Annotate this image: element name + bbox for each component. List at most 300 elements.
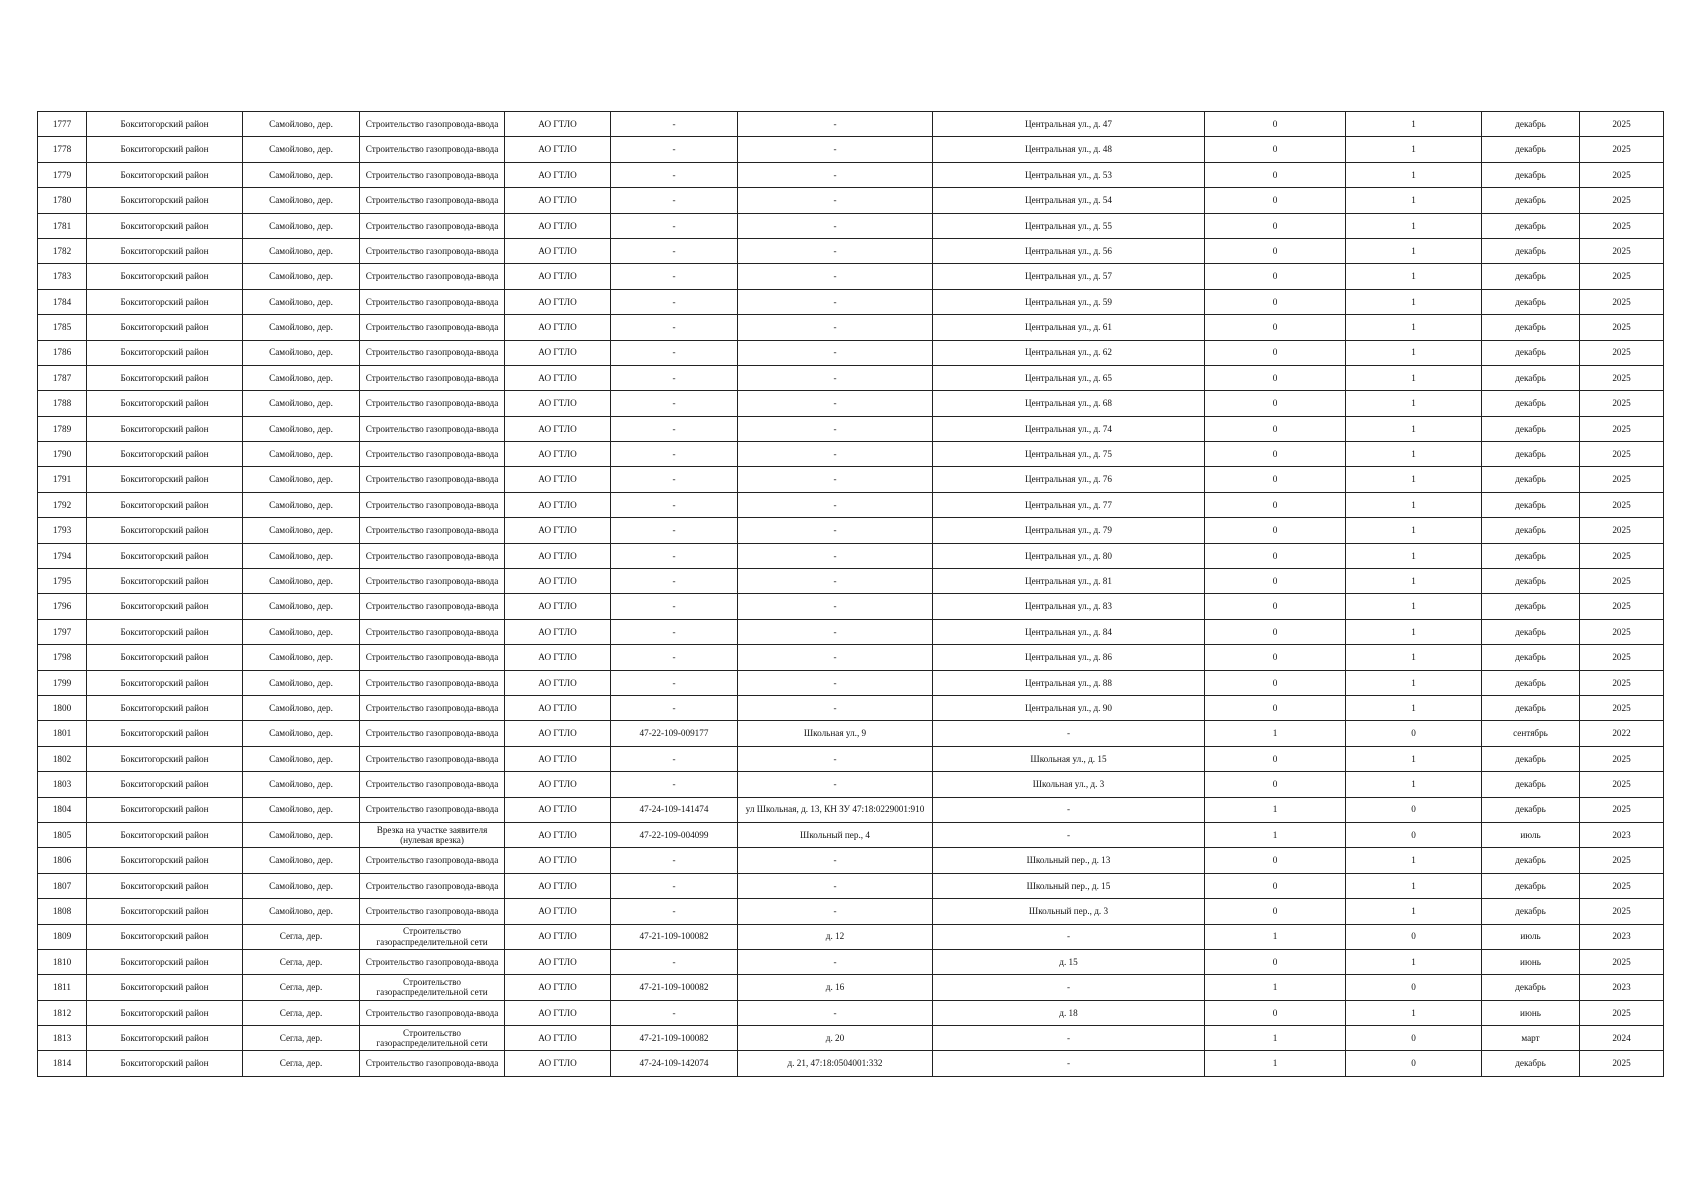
month-cell: декабрь [1482,315,1580,340]
district-cell: Бокситогорский район [87,264,243,289]
object-address-cell: Центральная ул., д. 76 [933,467,1205,492]
count-a-cell: 0 [1205,112,1346,137]
organization-cell: АО ГТЛО [505,467,611,492]
count-b-cell: 1 [1346,365,1482,390]
count-b-cell: 1 [1346,442,1482,467]
year-cell: 2025 [1580,340,1664,365]
object-address-cell: Центральная ул., д. 75 [933,442,1205,467]
row-number-cell: 1808 [38,899,87,924]
count-a-cell: 0 [1205,619,1346,644]
work-type-cell: Строительство газопровода-ввода [360,746,505,771]
row-number-cell: 1804 [38,797,87,822]
month-cell: июль [1482,822,1580,847]
organization-cell: АО ГТЛО [505,137,611,162]
table-row [38,848,1664,873]
contract-address-cell: - [738,137,933,162]
district-cell: Бокситогорский район [87,1000,243,1025]
row-number-cell: 1783 [38,264,87,289]
work-type-cell: Строительство газопровода-ввода [360,492,505,517]
row-number-cell: 1797 [38,619,87,644]
contract-address-cell: Школьный пер., 4 [738,822,933,847]
year-cell: 2025 [1580,238,1664,263]
year-cell: 2025 [1580,899,1664,924]
count-b-cell: 1 [1346,873,1482,898]
contract-number-cell: 47-22-109-004099 [611,822,738,847]
object-address-cell: Центральная ул., д. 77 [933,492,1205,517]
table-row [38,518,1664,543]
year-cell: 2023 [1580,975,1664,1000]
row-number-cell: 1814 [38,1051,87,1076]
table-row [38,1051,1664,1076]
count-b-cell: 1 [1346,518,1482,543]
count-a-cell: 1 [1205,975,1346,1000]
month-cell: декабрь [1482,543,1580,568]
month-cell: декабрь [1482,416,1580,441]
table-row [38,442,1664,467]
table-row [38,416,1664,441]
count-b-cell: 1 [1346,188,1482,213]
year-cell: 2025 [1580,619,1664,644]
count-a-cell: 0 [1205,670,1346,695]
contract-number-cell: - [611,416,738,441]
year-cell: 2025 [1580,365,1664,390]
object-address-cell: Центральная ул., д. 62 [933,340,1205,365]
count-b-cell: 1 [1346,543,1482,568]
object-address-cell: Центральная ул., д. 65 [933,365,1205,390]
row-number-cell: 1787 [38,365,87,390]
count-b-cell: 1 [1346,695,1482,720]
district-cell: Бокситогорский район [87,365,243,390]
month-cell: декабрь [1482,112,1580,137]
settlement-cell: Самойлово, дер. [243,746,360,771]
year-cell: 2025 [1580,1051,1664,1076]
table-row [38,822,1664,847]
count-a-cell: 0 [1205,594,1346,619]
contract-address-cell: - [738,289,933,314]
contract-number-cell: - [611,442,738,467]
district-cell: Бокситогорский район [87,772,243,797]
month-cell: декабрь [1482,975,1580,1000]
object-address-cell: Центральная ул., д. 53 [933,162,1205,187]
contract-address-cell: д. 16 [738,975,933,1000]
contract-number-cell: 47-21-109-100082 [611,924,738,949]
settlement-cell: Сегла, дер. [243,924,360,949]
settlement-cell: Самойлово, дер. [243,492,360,517]
count-b-cell: 1 [1346,594,1482,619]
object-address-cell: Центральная ул., д. 90 [933,695,1205,720]
settlement-cell: Самойлово, дер. [243,213,360,238]
year-cell: 2025 [1580,797,1664,822]
contract-address-cell: Школьная ул., 9 [738,721,933,746]
district-cell: Бокситогорский район [87,391,243,416]
table-row [38,797,1664,822]
row-number-cell: 1807 [38,873,87,898]
count-a-cell: 1 [1205,924,1346,949]
work-type-cell: Строительство газопровода-ввода [360,289,505,314]
object-address-cell: Центральная ул., д. 61 [933,315,1205,340]
settlement-cell: Самойлово, дер. [243,645,360,670]
count-a-cell: 0 [1205,543,1346,568]
contract-address-cell: - [738,492,933,517]
settlement-cell: Самойлово, дер. [243,289,360,314]
count-b-cell: 0 [1346,1051,1482,1076]
count-b-cell: 1 [1346,315,1482,340]
district-cell: Бокситогорский район [87,112,243,137]
work-type-cell: Строительство газопровода-ввода [360,1000,505,1025]
settlement-cell: Сегла, дер. [243,949,360,974]
work-type-cell: Строительство газопровода-ввода [360,848,505,873]
count-a-cell: 0 [1205,137,1346,162]
work-type-cell: Строительство газопровода-ввода [360,569,505,594]
settlement-cell: Самойлово, дер. [243,594,360,619]
table-row [38,1026,1664,1051]
district-cell: Бокситогорский район [87,873,243,898]
work-type-cell: Строительство газопровода-ввода [360,315,505,340]
row-number-cell: 1813 [38,1026,87,1051]
contract-address-cell: - [738,518,933,543]
settlement-cell: Самойлово, дер. [243,137,360,162]
year-cell: 2025 [1580,543,1664,568]
district-cell: Бокситогорский район [87,188,243,213]
contract-number-cell: 47-24-109-141474 [611,797,738,822]
month-cell: декабрь [1482,619,1580,644]
work-type-cell: Строительство газопровода-ввода [360,162,505,187]
row-number-cell: 1788 [38,391,87,416]
contract-address-cell: - [738,543,933,568]
contract-number-cell: 47-21-109-100082 [611,1026,738,1051]
district-cell: Бокситогорский район [87,721,243,746]
object-address-cell: Школьный пер., д. 13 [933,848,1205,873]
month-cell: декабрь [1482,569,1580,594]
settlement-cell: Самойлово, дер. [243,112,360,137]
object-address-cell: Центральная ул., д. 47 [933,112,1205,137]
settlement-cell: Сегла, дер. [243,1051,360,1076]
work-type-cell: Строительство газопровода-ввода [360,416,505,441]
count-b-cell: 0 [1346,797,1482,822]
row-number-cell: 1778 [38,137,87,162]
contract-number-cell: - [611,848,738,873]
month-cell: декабрь [1482,492,1580,517]
contract-number-cell: - [611,594,738,619]
settlement-cell: Самойлово, дер. [243,162,360,187]
count-b-cell: 1 [1346,645,1482,670]
object-address-cell: - [933,975,1205,1000]
settlement-cell: Сегла, дер. [243,1000,360,1025]
work-type-cell: Строительство газопровода-ввода [360,213,505,238]
row-number-cell: 1801 [38,721,87,746]
object-address-cell: Центральная ул., д. 88 [933,670,1205,695]
organization-cell: АО ГТЛО [505,442,611,467]
count-a-cell: 0 [1205,416,1346,441]
contract-number-cell: - [611,315,738,340]
count-a-cell: 0 [1205,569,1346,594]
count-b-cell: 1 [1346,162,1482,187]
month-cell: декабрь [1482,188,1580,213]
contract-address-cell: - [738,238,933,263]
month-cell: декабрь [1482,746,1580,771]
table-row [38,492,1664,517]
year-cell: 2025 [1580,1000,1664,1025]
count-b-cell: 1 [1346,1000,1482,1025]
year-cell: 2025 [1580,188,1664,213]
contract-number-cell: - [611,340,738,365]
count-b-cell: 1 [1346,112,1482,137]
district-cell: Бокситогорский район [87,619,243,644]
contract-address-cell: - [738,746,933,771]
work-type-cell: Строительство газопровода-ввода [360,721,505,746]
organization-cell: АО ГТЛО [505,670,611,695]
contract-number-cell: - [611,391,738,416]
count-a-cell: 0 [1205,467,1346,492]
count-b-cell: 0 [1346,822,1482,847]
district-cell: Бокситогорский район [87,289,243,314]
contract-number-cell: - [611,645,738,670]
contract-address-cell: - [738,873,933,898]
district-cell: Бокситогорский район [87,137,243,162]
count-b-cell: 1 [1346,848,1482,873]
work-type-cell: Строительство газопровода-ввода [360,797,505,822]
table-row [38,899,1664,924]
object-address-cell: - [933,1026,1205,1051]
table-row [38,162,1664,187]
work-type-cell: Строительство газопровода-ввода [360,365,505,390]
table-row [38,543,1664,568]
count-a-cell: 0 [1205,162,1346,187]
district-cell: Бокситогорский район [87,238,243,263]
contract-number-cell: - [611,772,738,797]
work-type-cell: Врезка на участке заявителя (нулевая врезка) [360,822,505,847]
organization-cell: АО ГТЛО [505,213,611,238]
object-address-cell: д. 18 [933,1000,1205,1025]
organization-cell: АО ГТЛО [505,238,611,263]
settlement-cell: Самойлово, дер. [243,797,360,822]
month-cell: декабрь [1482,797,1580,822]
month-cell: июнь [1482,1000,1580,1025]
district-cell: Бокситогорский район [87,899,243,924]
organization-cell: АО ГТЛО [505,721,611,746]
district-cell: Бокситогорский район [87,315,243,340]
month-cell: декабрь [1482,442,1580,467]
row-number-cell: 1789 [38,416,87,441]
table-row [38,264,1664,289]
count-b-cell: 1 [1346,569,1482,594]
district-cell: Бокситогорский район [87,1026,243,1051]
organization-cell: АО ГТЛО [505,543,611,568]
contract-address-cell: д. 21, 47:18:0504001:332 [738,1051,933,1076]
work-type-cell: Строительство газопровода-ввода [360,594,505,619]
row-number-cell: 1785 [38,315,87,340]
district-cell: Бокситогорский район [87,670,243,695]
month-cell: март [1482,1026,1580,1051]
settlement-cell: Самойлово, дер. [243,391,360,416]
year-cell: 2022 [1580,721,1664,746]
object-address-cell: Центральная ул., д. 48 [933,137,1205,162]
organization-cell: АО ГТЛО [505,162,611,187]
year-cell: 2025 [1580,569,1664,594]
contract-address-cell: - [738,264,933,289]
settlement-cell: Самойлово, дер. [243,569,360,594]
district-cell: Бокситогорский район [87,949,243,974]
organization-cell: АО ГТЛО [505,772,611,797]
count-b-cell: 1 [1346,746,1482,771]
row-number-cell: 1809 [38,924,87,949]
district-cell: Бокситогорский район [87,594,243,619]
table-row [38,772,1664,797]
contract-address-cell: - [738,112,933,137]
contract-address-cell: - [738,772,933,797]
year-cell: 2025 [1580,670,1664,695]
row-number-cell: 1798 [38,645,87,670]
month-cell: декабрь [1482,467,1580,492]
object-address-cell: д. 15 [933,949,1205,974]
district-cell: Бокситогорский район [87,467,243,492]
organization-cell: АО ГТЛО [505,315,611,340]
year-cell: 2025 [1580,695,1664,720]
contract-address-cell: - [738,619,933,644]
district-cell: Бокситогорский район [87,797,243,822]
organization-cell: АО ГТЛО [505,797,611,822]
work-type-cell: Строительство газопровода-ввода [360,518,505,543]
year-cell: 2025 [1580,746,1664,771]
organization-cell: АО ГТЛО [505,924,611,949]
month-cell: декабрь [1482,137,1580,162]
row-number-cell: 1791 [38,467,87,492]
organization-cell: АО ГТЛО [505,949,611,974]
object-address-cell: Центральная ул., д. 84 [933,619,1205,644]
contract-number-cell: - [611,670,738,695]
count-b-cell: 1 [1346,670,1482,695]
year-cell: 2025 [1580,518,1664,543]
work-type-cell: Строительство газопровода-ввода [360,264,505,289]
year-cell: 2025 [1580,264,1664,289]
contract-number-cell: - [611,137,738,162]
table-row [38,340,1664,365]
year-cell: 2025 [1580,772,1664,797]
count-a-cell: 0 [1205,873,1346,898]
year-cell: 2025 [1580,289,1664,314]
contract-address-cell: - [738,467,933,492]
count-b-cell: 1 [1346,492,1482,517]
organization-cell: АО ГТЛО [505,264,611,289]
row-number-cell: 1782 [38,238,87,263]
count-b-cell: 0 [1346,1026,1482,1051]
contract-address-cell: - [738,695,933,720]
count-b-cell: 1 [1346,416,1482,441]
object-address-cell: Школьный пер., д. 15 [933,873,1205,898]
work-type-cell: Строительство газопровода-ввода [360,772,505,797]
table-row [38,721,1664,746]
settlement-cell: Самойлово, дер. [243,238,360,263]
row-number-cell: 1805 [38,822,87,847]
row-number-cell: 1777 [38,112,87,137]
row-number-cell: 1806 [38,848,87,873]
count-a-cell: 0 [1205,365,1346,390]
contract-number-cell: - [611,112,738,137]
contract-address-cell: ул Школьная, д. 13, КН ЗУ 47:18:0229001:910 [738,797,933,822]
district-cell: Бокситогорский район [87,822,243,847]
contract-number-cell: - [611,467,738,492]
year-cell: 2025 [1580,315,1664,340]
object-address-cell: Центральная ул., д. 57 [933,264,1205,289]
settlement-cell: Самойлово, дер. [243,848,360,873]
district-cell: Бокситогорский район [87,518,243,543]
month-cell: декабрь [1482,213,1580,238]
settlement-cell: Самойлово, дер. [243,822,360,847]
row-number-cell: 1800 [38,695,87,720]
district-cell: Бокситогорский район [87,924,243,949]
count-a-cell: 1 [1205,822,1346,847]
object-address-cell: - [933,924,1205,949]
count-b-cell: 1 [1346,772,1482,797]
contract-number-cell: - [611,1000,738,1025]
settlement-cell: Самойлово, дер. [243,340,360,365]
contract-address-cell: - [738,569,933,594]
organization-cell: АО ГТЛО [505,112,611,137]
row-number-cell: 1795 [38,569,87,594]
year-cell: 2025 [1580,645,1664,670]
row-number-cell: 1794 [38,543,87,568]
count-a-cell: 0 [1205,518,1346,543]
month-cell: декабрь [1482,670,1580,695]
work-type-cell: Строительство газопровода-ввода [360,543,505,568]
contract-number-cell: - [611,162,738,187]
work-type-cell: Строительство газопровода-ввода [360,112,505,137]
count-a-cell: 0 [1205,492,1346,517]
contract-number-cell: - [611,264,738,289]
row-number-cell: 1781 [38,213,87,238]
month-cell: декабрь [1482,594,1580,619]
object-address-cell: - [933,1051,1205,1076]
row-number-cell: 1799 [38,670,87,695]
organization-cell: АО ГТЛО [505,746,611,771]
contract-address-cell: - [738,848,933,873]
work-type-cell: Строительство газопровода-ввода [360,1051,505,1076]
year-cell: 2025 [1580,213,1664,238]
table-row [38,594,1664,619]
object-address-cell: Центральная ул., д. 79 [933,518,1205,543]
month-cell: декабрь [1482,365,1580,390]
settlement-cell: Самойлово, дер. [243,315,360,340]
count-a-cell: 0 [1205,340,1346,365]
month-cell: декабрь [1482,238,1580,263]
object-address-cell: Центральная ул., д. 86 [933,645,1205,670]
month-cell: декабрь [1482,391,1580,416]
object-address-cell: - [933,721,1205,746]
month-cell: декабрь [1482,899,1580,924]
table-row [38,213,1664,238]
settlement-cell: Самойлово, дер. [243,873,360,898]
table-body [38,112,1664,1077]
object-address-cell: Центральная ул., д. 74 [933,416,1205,441]
row-number-cell: 1784 [38,289,87,314]
table-row [38,645,1664,670]
district-cell: Бокситогорский район [87,340,243,365]
row-number-cell: 1802 [38,746,87,771]
table-row [38,315,1664,340]
contract-number-cell: 47-22-109-009177 [611,721,738,746]
work-type-cell: Строительство газопровода-ввода [360,188,505,213]
settlement-cell: Самойлово, дер. [243,518,360,543]
organization-cell: АО ГТЛО [505,1026,611,1051]
contract-number-cell: - [611,213,738,238]
count-a-cell: 0 [1205,391,1346,416]
year-cell: 2025 [1580,594,1664,619]
row-number-cell: 1810 [38,949,87,974]
contract-address-cell: - [738,442,933,467]
table-row [38,670,1664,695]
organization-cell: АО ГТЛО [505,975,611,1000]
organization-cell: АО ГТЛО [505,340,611,365]
